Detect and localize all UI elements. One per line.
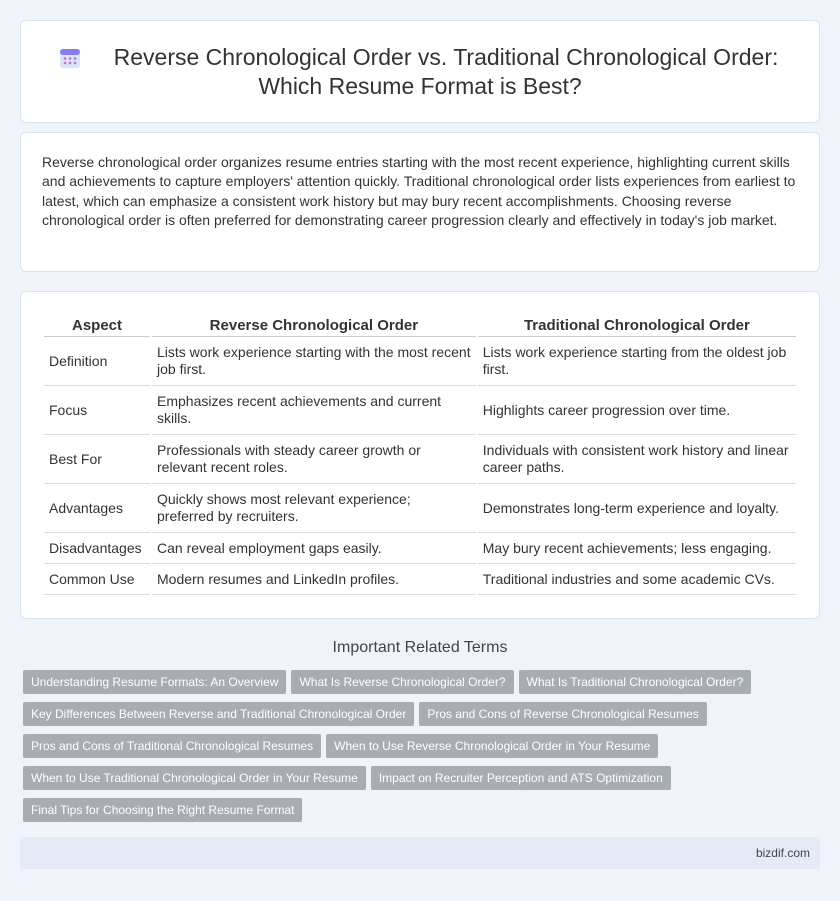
related-term-tag[interactable]: What Is Traditional Chronological Order? bbox=[519, 670, 752, 694]
cell-traditional: Individuals with consistent work history and linear career paths. bbox=[478, 435, 796, 484]
cell-traditional: Traditional industries and some academic CVs. bbox=[478, 564, 796, 595]
page-title-line-2: Which Resume Format is Best? bbox=[258, 73, 582, 99]
table-row bbox=[44, 435, 796, 484]
related-term-tag[interactable]: Understanding Resume Formats: An Overview bbox=[23, 670, 286, 694]
header-traditional: Traditional Chronological Order bbox=[478, 314, 796, 337]
table-row bbox=[44, 386, 796, 435]
cell-aspect: Best For bbox=[44, 435, 150, 484]
related-term-tag[interactable]: When to Use Traditional Chronological Order in Your Resume bbox=[23, 766, 366, 790]
table-row bbox=[44, 564, 796, 595]
related-term-tag[interactable]: Key Differences Between Reverse and Traditional Chronological Order bbox=[23, 702, 414, 726]
cell-aspect: Disadvantages bbox=[44, 533, 150, 564]
cell-reverse: Emphasizes recent achievements and current skills. bbox=[152, 386, 476, 435]
related-term-tag[interactable]: What Is Reverse Chronological Order? bbox=[291, 670, 513, 694]
cell-aspect: Definition bbox=[44, 337, 150, 386]
cell-reverse: Lists work experience starting with the most recent job first. bbox=[152, 337, 476, 386]
cell-reverse: Professionals with steady career growth or relevant recent roles. bbox=[152, 435, 476, 484]
comparison-table bbox=[42, 314, 798, 595]
table-row bbox=[44, 533, 796, 564]
cell-aspect: Focus bbox=[44, 386, 150, 435]
cell-reverse: Quickly shows most relevant experience; preferred by recruiters. bbox=[152, 484, 476, 533]
related-term-tag[interactable]: Final Tips for Choosing the Right Resume Format bbox=[23, 798, 302, 822]
cell-traditional: Demonstrates long-term experience and loyalty. bbox=[478, 484, 796, 533]
page-title bbox=[21, 43, 819, 101]
cell-reverse: Modern resumes and LinkedIn profiles. bbox=[152, 564, 476, 595]
cell-traditional: Lists work experience starting from the oldest job first. bbox=[478, 337, 796, 386]
cell-traditional: Highlights career progression over time. bbox=[478, 386, 796, 435]
table-row bbox=[44, 337, 796, 386]
footer bbox=[20, 837, 820, 869]
comparison-table-card bbox=[20, 291, 820, 619]
cell-traditional: May bury recent achievements; less engaging. bbox=[478, 533, 796, 564]
page-title-line-1: Reverse Chronological Order vs. Traditional Chronological Order: bbox=[113, 44, 779, 70]
header-aspect: Aspect bbox=[44, 314, 150, 337]
cell-aspect: Common Use bbox=[44, 564, 150, 595]
header-reverse: Reverse Chronological Order bbox=[152, 314, 476, 337]
header-card bbox=[20, 20, 820, 123]
intro-paragraph: Reverse chronological order organizes resume entries starting with the most recent experience, highlighting current skills and achievements to capture employers' attention quickly. Traditional chronological order lists experiences from earliest to latest, which can emphasize a consistent work history but may bury recent accomplishments. Choosing reverse chronological order is often preferred for demonstrating career progression clearly and effectively in today's job market. bbox=[42, 154, 796, 229]
related-terms-list bbox=[23, 670, 803, 830]
related-term-tag[interactable]: Pros and Cons of Reverse Chronological Resumes bbox=[419, 702, 706, 726]
related-terms-title: Important Related Terms bbox=[332, 639, 508, 656]
related-term-tag[interactable]: Pros and Cons of Traditional Chronological Resumes bbox=[23, 734, 321, 758]
cell-reverse: Can reveal employment gaps easily. bbox=[152, 533, 476, 564]
cell-aspect: Advantages bbox=[44, 484, 150, 533]
table-row bbox=[44, 484, 796, 533]
related-term-tag[interactable]: Impact on Recruiter Perception and ATS Optimization bbox=[371, 766, 671, 790]
footer-site-link[interactable]: bizdif.com bbox=[755, 846, 810, 860]
table-header-row bbox=[44, 314, 796, 337]
intro-card bbox=[20, 132, 820, 272]
related-term-tag[interactable]: When to Use Reverse Chronological Order in Your Resume bbox=[326, 734, 658, 758]
